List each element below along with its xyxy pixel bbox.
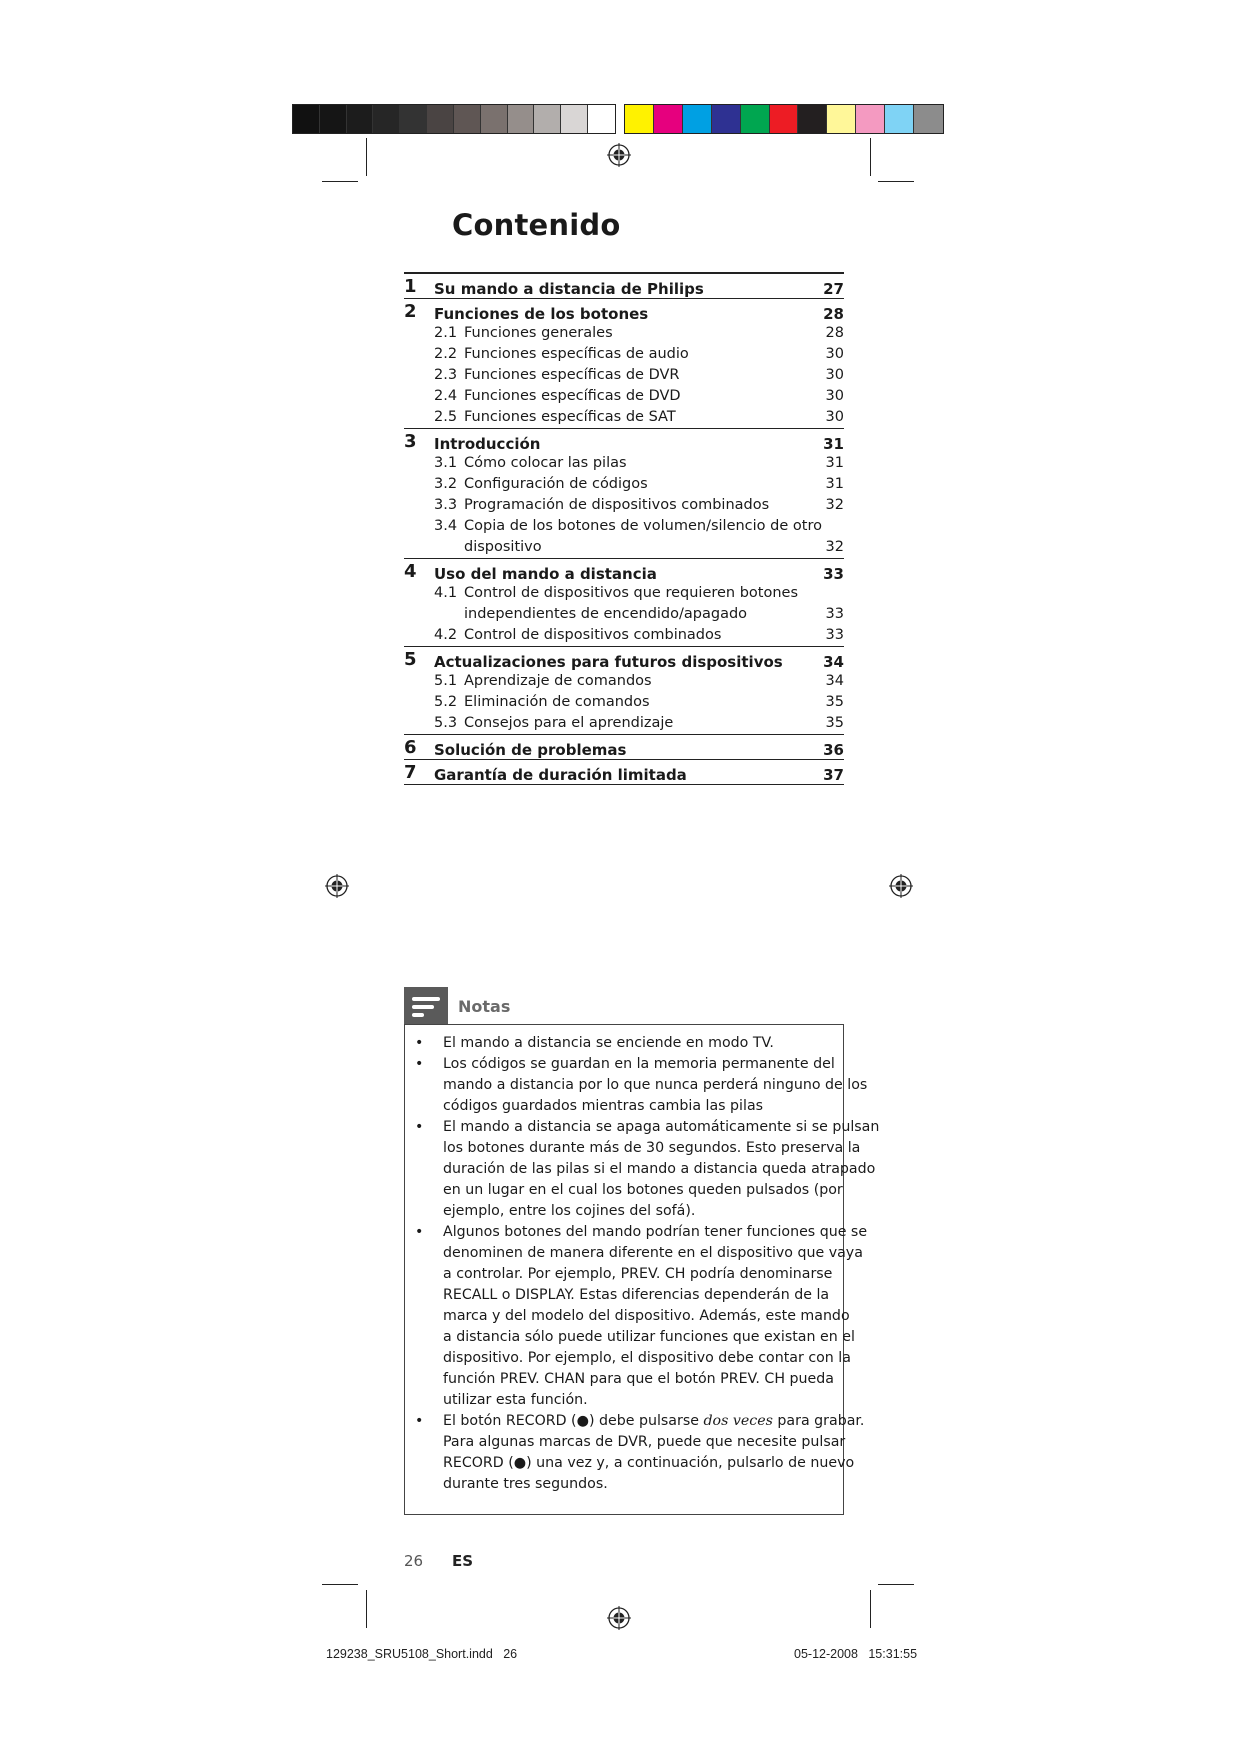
toc-subsection-row [404,365,844,386]
note-line: denominen de manera diferente en el dispositivo que vaya [443,1245,863,1261]
crop-mark-top-left-v [366,138,367,176]
note-line: dispositivo. Por ejemplo, el dispositivo debe contar con la [443,1350,851,1366]
toc-section-page: 33 [823,565,844,583]
toc-section-title: Introducción [434,435,541,453]
table-of-contents [404,272,844,785]
color-swatch [481,105,508,133]
toc-section-title: Garantía de duración limitada [434,766,687,784]
note-line: función PREV. CHAN para que el botón PREV. CH pueda [443,1371,834,1387]
notes-list [413,1033,880,1495]
note-line: RECORD (●) una vez y, a continuación, pulsarlo de nuevo [443,1455,855,1471]
toc-subsection-row [404,407,844,428]
toc-subsection-title: Eliminación de comandos [464,694,650,710]
note-line: a controlar. Por ejemplo, PREV. CH podría denominarse [443,1266,833,1282]
toc-section-title: Uso del mando a distancia [434,565,657,583]
note-line: los botones durante más de 30 segundos. Esto preserva la [443,1140,861,1156]
color-swatch [798,105,827,133]
print-datetime: 05-12-2008 15:31:55 [794,1647,918,1661]
bullet-icon: • [415,1056,424,1072]
note-line: duración de las pilas si el mando a distancia queda atrapado [443,1161,876,1177]
toc-subsection-page: 34 [825,673,844,689]
note-line: durante tres segundos. [443,1476,608,1492]
toc-subsection-number: 2.1 [434,325,458,341]
toc-subsection-row [404,692,844,713]
toc-subsection-row [404,671,844,692]
toc-section-title: Su mando a distancia de Philips [434,280,704,298]
toc-subsection-title: dispositivo [464,539,542,555]
toc-subsection-page: 31 [825,455,844,471]
color-swatch [427,105,454,133]
note-line: El botón RECORD (●) debe pulsarse dos veces para grabar. [443,1413,865,1429]
color-swatch [741,105,770,133]
toc-subsection-page: 32 [825,497,844,513]
note-line: ejemplo, entre los cojines del sofá). [443,1203,696,1219]
page-number: 26 [404,1552,424,1570]
toc-subsection-row [404,604,844,625]
toc-subsection-number: 2.2 [434,346,458,362]
crop-mark-bottom-right-v [870,1590,871,1628]
toc-subsection-page: 33 [825,606,844,622]
note-item [413,1222,868,1411]
toc-subsection-title: Copia de los botones de volumen/silencio de otro [464,518,822,534]
toc-subsection-number: 3.1 [434,455,458,471]
toc-section-row [404,429,844,453]
toc-subsection-title: Funciones específicas de DVR [464,367,680,383]
toc-subsection-page: 30 [825,367,844,383]
color-swatch [561,105,588,133]
toc-section-page: 36 [823,741,844,759]
toc-section-number: 4 [404,561,417,582]
toc-section [404,734,844,759]
toc-subsection-row [404,625,844,646]
toc-section-number: 3 [404,431,417,452]
registration-mark-right-icon [889,874,913,898]
toc-subsection-row [404,495,844,516]
registration-mark-left-icon [325,874,349,898]
toc-subsection-page: 30 [825,388,844,404]
color-calibration-bar [624,104,944,134]
toc-section [404,646,844,734]
toc-subsection-title: Configuración de códigos [464,476,648,492]
toc-section-title: Funciones de los botones [434,305,649,323]
toc-subsection-row [404,344,844,365]
toc-section-row [404,559,844,583]
toc-section-page: 31 [823,435,844,453]
toc-subsection-page: 30 [825,346,844,362]
toc-section [404,759,844,785]
color-swatch [885,105,914,133]
note-item [413,1117,880,1222]
toc-subsection-title: Cómo colocar las pilas [464,455,627,471]
toc-subsection-row [404,713,844,734]
gray-calibration-bar [292,104,616,134]
note-item [413,1411,865,1495]
notes-icon [404,987,448,1024]
color-swatch [683,105,712,133]
toc-subsection-number: 5.2 [434,694,458,710]
toc-subsection-row [404,583,844,604]
toc-subsection-title: Control de dispositivos combinados [464,627,722,643]
toc-section-number: 1 [404,276,417,297]
color-swatch [625,105,654,133]
note-line: códigos guardados mientras cambia las pilas [443,1098,764,1114]
crop-mark-bottom-right-h [878,1584,914,1585]
toc-section [404,558,844,646]
toc-section-number: 7 [404,762,417,783]
toc-subsection-number: 4.1 [434,585,458,601]
color-swatch [373,105,400,133]
crop-mark-bottom-left-h [322,1584,358,1585]
file-info: 129238_SRU5108_Short.indd 26 [326,1647,518,1661]
color-swatch [293,105,320,133]
note-line: El mando a distancia se apaga automáticamente si se pulsan [443,1119,880,1135]
color-swatch [534,105,561,133]
toc-subsection-title: Consejos para el aprendizaje [464,715,674,731]
color-swatch [914,105,943,133]
color-swatch [454,105,481,133]
bullet-icon: • [415,1119,424,1135]
toc-subsection-page: 33 [825,627,844,643]
toc-section [404,272,844,298]
toc-subsection-row [404,537,844,558]
language-code: ES [452,1552,474,1570]
page-title: Contenido [452,208,621,242]
color-swatch [654,105,683,133]
toc-subsection-page: 32 [825,539,844,555]
toc-subsection-number: 4.2 [434,627,458,643]
color-swatch [770,105,799,133]
toc-section-title: Solución de problemas [434,741,627,759]
toc-subsection-title: Funciones específicas de DVD [464,388,681,404]
bullet-icon: • [415,1035,424,1051]
toc-subsection-page: 35 [825,715,844,731]
toc-subsection-page: 30 [825,409,844,425]
color-swatch [320,105,347,133]
crop-mark-bottom-left-v [366,1590,367,1628]
note-line: marca y del modelo del dispositivo. Además, este mando [443,1308,850,1324]
toc-section-page: 34 [823,653,844,671]
note-item [413,1054,868,1117]
toc-subsection-title: Aprendizaje de comandos [464,673,652,689]
bullet-icon: • [415,1224,424,1240]
note-line: mando a distancia por lo que nunca perderá ninguno de los [443,1077,868,1093]
toc-section [404,428,844,558]
toc-subsection-row [404,453,844,474]
note-line: en un lugar en el cual los botones queden pulsados (por [443,1182,843,1198]
toc-subsection-page: 35 [825,694,844,710]
color-swatch [400,105,427,133]
registration-mark-bottom-icon [607,1606,631,1630]
toc-section-row [404,299,844,323]
note-line: a distancia sólo puede utilizar funciones que existan en el [443,1329,855,1345]
toc-section [404,298,844,428]
toc-subsection-title: Funciones generales [464,325,613,341]
toc-section-number: 2 [404,301,417,322]
toc-subsection-row [404,474,844,495]
toc-subsection-number: 2.3 [434,367,458,383]
toc-subsection-number: 3.3 [434,497,458,513]
note-line: Los códigos se guardan en la memoria permanente del [443,1056,835,1072]
emphasis: dos veces [703,1413,773,1429]
toc-subsection-number: 3.2 [434,476,458,492]
toc-subsection-number: 3.4 [434,518,458,534]
toc-subsection-number: 5.1 [434,673,458,689]
toc-subsection-title: Funciones específicas de audio [464,346,689,362]
toc-section-page: 28 [823,305,844,323]
toc-section-number: 6 [404,737,417,758]
notes-box [404,1024,880,1515]
toc-subsection-title: independientes de encendido/apagado [464,606,748,622]
toc-subsection-title: Funciones específicas de SAT [464,409,676,425]
bullet-icon: • [415,1413,424,1429]
notes-title: Notas [458,997,511,1016]
toc-subsection-page: 28 [825,325,844,341]
toc-subsection-number: 5.3 [434,715,458,731]
toc-subsection-title: Programación de dispositivos combinados [464,497,770,513]
toc-subsection-number: 2.5 [434,409,458,425]
crop-mark-top-left-h [322,181,358,182]
toc-subsection-row [404,516,844,537]
note-line: utilizar esta función. [443,1392,588,1408]
toc-section-page: 37 [823,766,844,784]
toc-section-row [404,735,844,759]
toc-subsection-page: 31 [825,476,844,492]
crop-mark-top-right-v [870,138,871,176]
color-swatch [347,105,374,133]
toc-subsection-title: Control de dispositivos que requieren botones [464,585,799,601]
note-item [413,1033,837,1054]
color-swatch [508,105,535,133]
crop-mark-top-right-h [878,181,914,182]
color-swatch [827,105,856,133]
toc-section-page: 27 [823,280,844,298]
color-swatch [588,105,615,133]
toc-section-row [404,274,844,298]
notes-header [404,987,844,1024]
toc-subsection-number: 2.4 [434,388,458,404]
note-line: El mando a distancia se enciende en modo TV. [443,1035,774,1051]
toc-section-row [404,760,844,784]
toc-section-row [404,647,844,671]
note-line: Para algunas marcas de DVR, puede que necesite pulsar [443,1434,846,1450]
color-swatch [856,105,885,133]
note-line: RECALL o DISPLAY. Estas diferencias dependerán de la [443,1287,830,1303]
toc-subsection-row [404,323,844,344]
toc-subsection-row [404,386,844,407]
toc-section-title: Actualizaciones para futuros dispositivos [434,653,783,671]
note-line: Algunos botones del mando podrían tener funciones que se [443,1224,868,1240]
registration-mark-top-icon [607,143,631,167]
color-swatch [712,105,741,133]
toc-section-number: 5 [404,649,417,670]
